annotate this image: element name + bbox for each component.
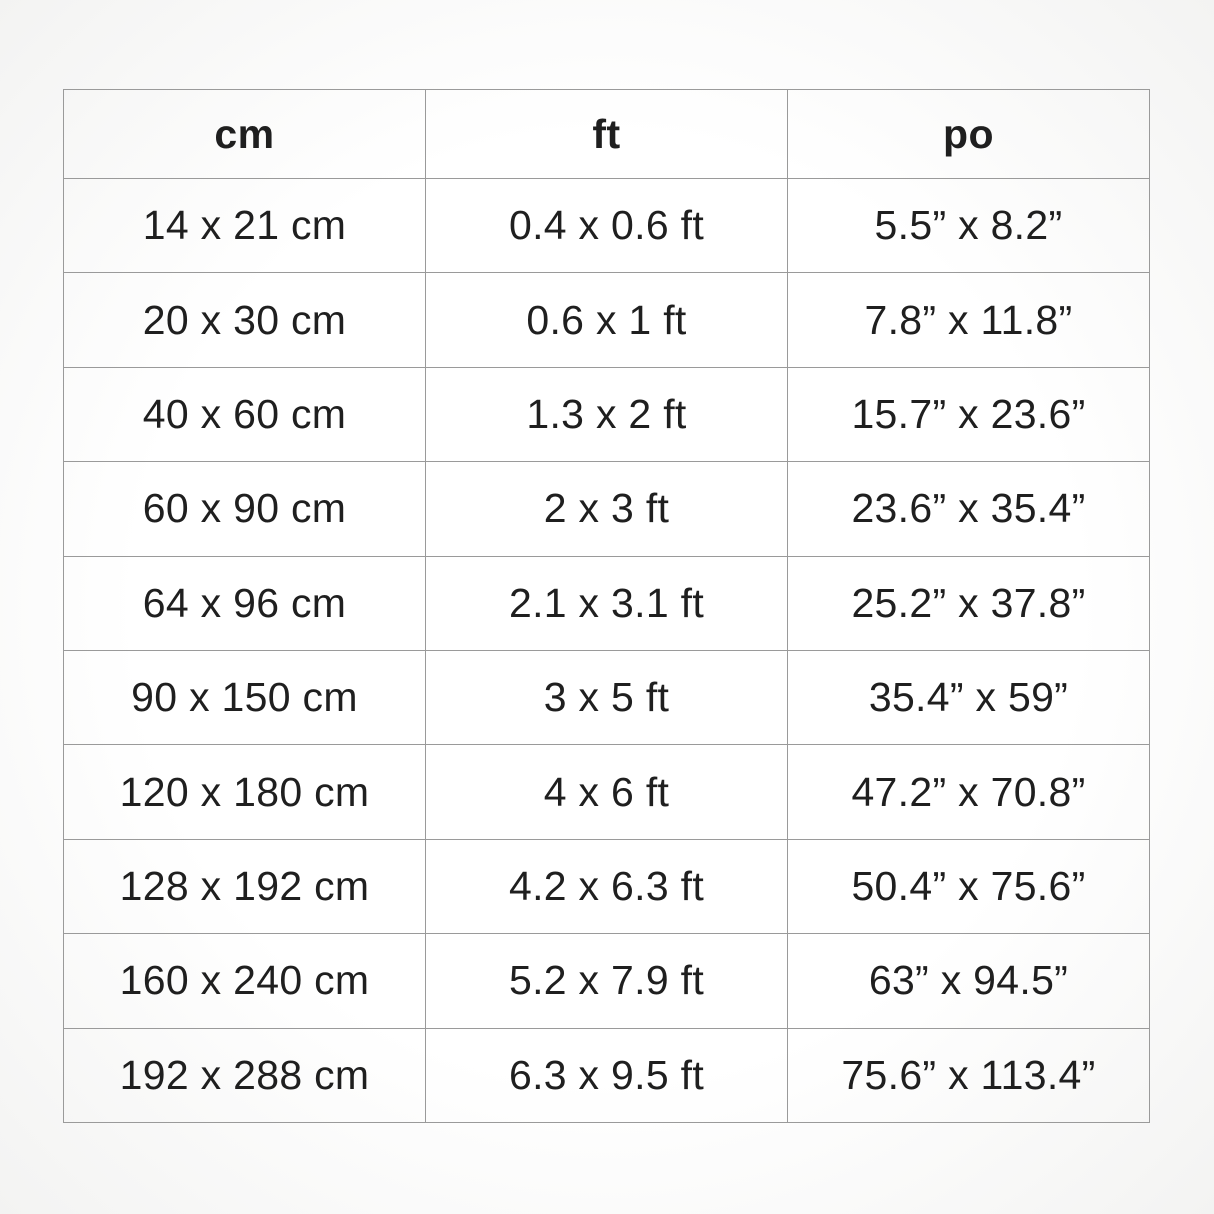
- po-value: 23.6” x 35.4”: [788, 462, 1150, 556]
- cm-value: 120 x 180 cm: [64, 745, 426, 839]
- ft-value: 4 x 6 ft: [426, 745, 788, 839]
- po-value: 7.8” x 11.8”: [788, 273, 1150, 367]
- table-row: [64, 839, 1150, 933]
- po-value: 35.4” x 59”: [788, 650, 1150, 744]
- po-value: 15.7” x 23.6”: [788, 367, 1150, 461]
- cm-value: 60 x 90 cm: [64, 462, 426, 556]
- cm-value: 90 x 150 cm: [64, 650, 426, 744]
- table-row: [64, 462, 1150, 556]
- po-value: 75.6” x 113.4”: [788, 1028, 1150, 1122]
- cm-value: 20 x 30 cm: [64, 273, 426, 367]
- po-value: 25.2” x 37.8”: [788, 556, 1150, 650]
- po-value: 5.5” x 8.2”: [788, 179, 1150, 273]
- header-row: [64, 90, 1150, 179]
- cm-value: 160 x 240 cm: [64, 934, 426, 1028]
- table-row: [64, 745, 1150, 839]
- ft-value: 0.4 x 0.6 ft: [426, 179, 788, 273]
- ft-value: 3 x 5 ft: [426, 650, 788, 744]
- ft-value: 2.1 x 3.1 ft: [426, 556, 788, 650]
- po-value: 50.4” x 75.6”: [788, 839, 1150, 933]
- cm-value: 128 x 192 cm: [64, 839, 426, 933]
- cm-value: 14 x 21 cm: [64, 179, 426, 273]
- ft-value: 4.2 x 6.3 ft: [426, 839, 788, 933]
- ft-value: 6.3 x 9.5 ft: [426, 1028, 788, 1122]
- table-row: [64, 179, 1150, 273]
- ft-value: 5.2 x 7.9 ft: [426, 934, 788, 1028]
- ft-value: 1.3 x 2 ft: [426, 367, 788, 461]
- column-header-cm: cm: [64, 90, 426, 179]
- po-value: 63” x 94.5”: [788, 934, 1150, 1028]
- ft-value: 2 x 3 ft: [426, 462, 788, 556]
- size-conversion-table: [63, 89, 1150, 1123]
- table-row: [64, 273, 1150, 367]
- cm-value: 192 x 288 cm: [64, 1028, 426, 1122]
- cm-value: 64 x 96 cm: [64, 556, 426, 650]
- table-row: [64, 934, 1150, 1028]
- ft-value: 0.6 x 1 ft: [426, 273, 788, 367]
- table-row: [64, 556, 1150, 650]
- cm-value: 40 x 60 cm: [64, 367, 426, 461]
- column-header-po: po: [788, 90, 1150, 179]
- table-row: [64, 1028, 1150, 1122]
- column-header-ft: ft: [426, 90, 788, 179]
- po-value: 47.2” x 70.8”: [788, 745, 1150, 839]
- table-row: [64, 650, 1150, 744]
- table-row: [64, 367, 1150, 461]
